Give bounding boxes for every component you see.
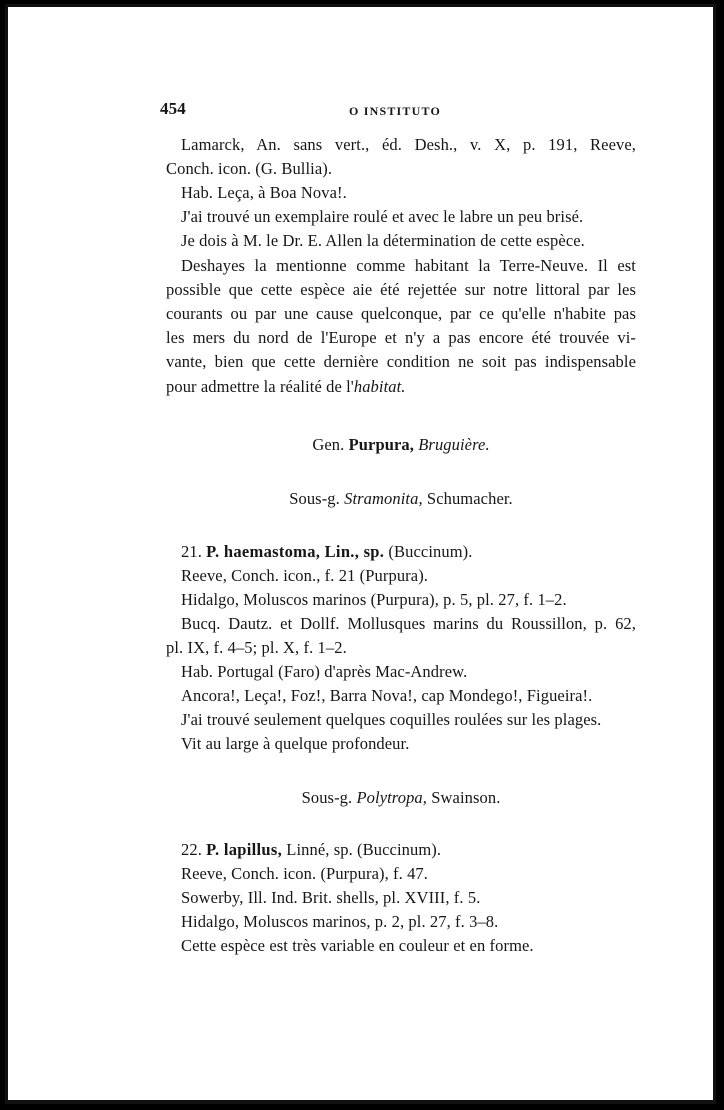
- paragraph-italic: habitat.: [353, 377, 406, 396]
- paragraph-line: [166, 376, 406, 398]
- habitat-line: Hab. Portugal (Faro) d'après Mac-Andrew.: [181, 662, 468, 681]
- species-number: 22.: [181, 840, 207, 859]
- paragraph-line: vante, bien que cette dernière condition ne soit pas indispensable: [166, 352, 636, 371]
- genus-name: Purpura,: [348, 435, 415, 454]
- ref-line: Hidalgo, Moluscos marinos (Purpura), p. 5, pl. 27, f. 1–2.: [181, 590, 567, 609]
- ref-line: Reeve, Conch. icon., f. 21 (Purpura).: [181, 566, 429, 585]
- habitat-line: Hab. Leça, à Boa Nova!.: [181, 183, 347, 202]
- localities-line: Ancora!, Leça!, Foz!, Barra Nova!, cap Mondego!, Figueira!.: [181, 686, 593, 705]
- ref-line: Lamarck, An. sans vert., éd. Desh., v. X, p. 191, Reeve,: [181, 135, 636, 154]
- ref-line: pl. IX, f. 4–5; pl. X, f. 1–2.: [166, 638, 347, 657]
- subgenus-prefix: Sous-g.: [301, 788, 357, 807]
- paragraph-line: Deshayes la mentionne comme habitant la Terre-Neuve. Il est: [181, 256, 636, 275]
- paragraph-text: pour admettre la réalité de l': [166, 377, 354, 396]
- species-heading: [181, 839, 441, 861]
- paragraph-line: les mers du nord de l'Europe et n'y a pas encore été trouvée vi-: [166, 328, 636, 347]
- subgenus-name: Polytropa,: [356, 788, 427, 807]
- note-line: Vit au large à quelque profondeur.: [181, 734, 410, 753]
- ref-line: Hidalgo, Moluscos marinos, p. 2, pl. 27, f. 3–8.: [181, 912, 499, 931]
- species-heading: [181, 541, 472, 563]
- subgenus-heading: [166, 787, 636, 809]
- species-number: 21.: [181, 542, 207, 561]
- subgenus-heading: [166, 488, 636, 510]
- paragraph-line: courants ou par une cause quelconque, par ce qu'elle n'habite pas: [166, 304, 636, 323]
- genus-prefix: Gen.: [312, 435, 349, 454]
- note-line: J'ai trouvé seulement quelques coquilles roulées sur les plages.: [181, 710, 602, 729]
- running-title: O INSTITUTO: [349, 104, 442, 118]
- species-name: P. haemastoma, Lin., sp.: [206, 542, 385, 561]
- subgenus-author: Schumacher.: [422, 489, 513, 508]
- ref-line: Conch. icon. (G. Bullia).: [166, 159, 333, 178]
- ref-line: Sowerby, Ill. Ind. Brit. shells, pl. XVIII, f. 5.: [181, 888, 481, 907]
- book-page: [5, 4, 716, 1104]
- note-line: J'ai trouvé un exemplaire roulé et avec le labre un peu brisé.: [181, 207, 584, 226]
- note-line: Je dois à M. le Dr. E. Allen la détermination de cette espèce.: [181, 231, 585, 250]
- genus-heading: [166, 434, 636, 456]
- genus-author: Bruguière.: [418, 435, 490, 454]
- species-tail: Linné, sp. (Buccinum).: [282, 840, 442, 859]
- ref-line: Reeve, Conch. icon. (Purpura), f. 47.: [181, 864, 429, 883]
- page-number: 454: [160, 99, 186, 118]
- paragraph-line: possible que cette espèce aie été rejettée sur notre littoral par les: [166, 280, 636, 299]
- subgenus-name: Stramonita,: [344, 489, 423, 508]
- species-tail: (Buccinum).: [384, 542, 473, 561]
- subgenus-prefix: Sous-g.: [289, 489, 345, 508]
- note-line: Cette espèce est très variable en couleur et en forme.: [181, 936, 534, 955]
- ref-line: Bucq. Dautz. et Dollf. Mollusques marins du Roussillon, p. 62,: [181, 614, 636, 633]
- species-name: P. lapillus,: [206, 840, 283, 859]
- subgenus-author: Swainson.: [427, 788, 501, 807]
